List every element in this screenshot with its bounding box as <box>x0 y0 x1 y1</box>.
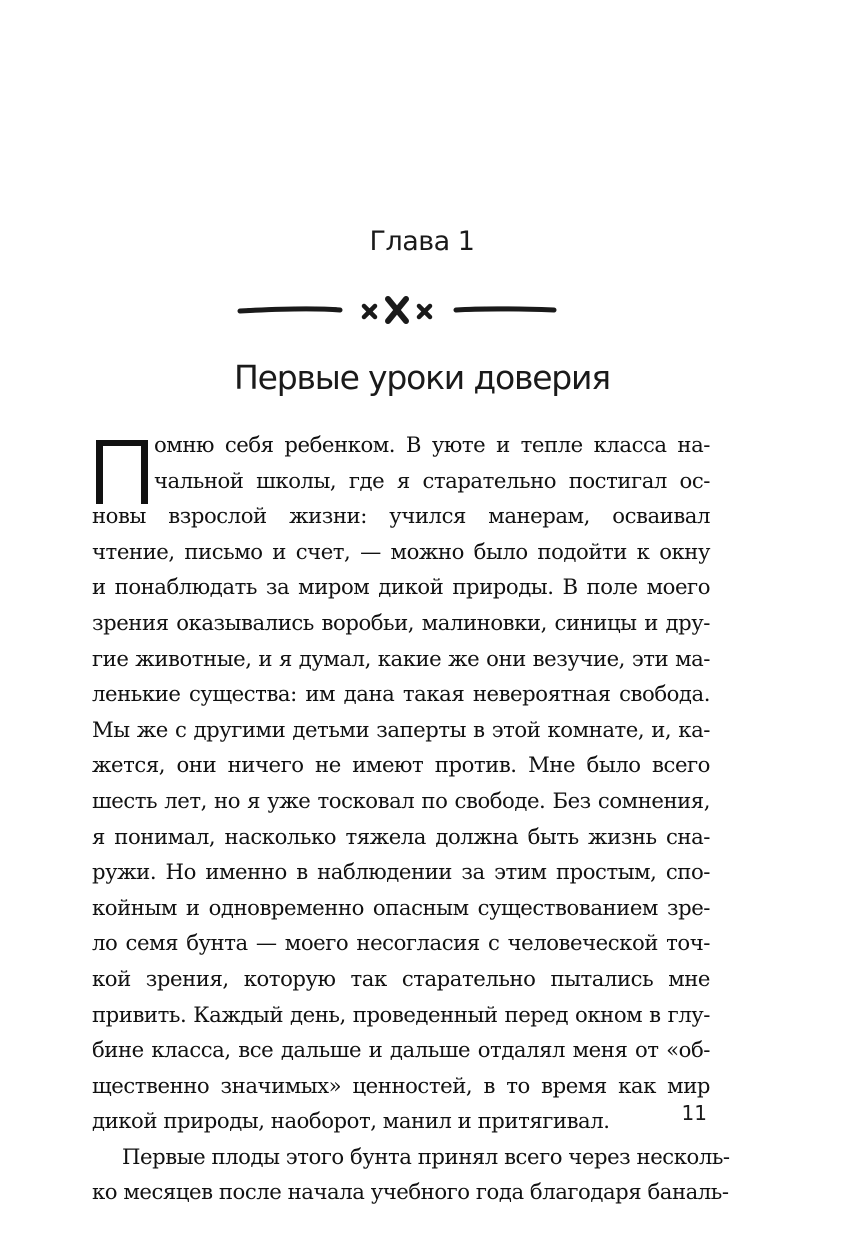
ornament-large-cross <box>388 299 406 321</box>
text-line: чтение, письмо и счет, — можно было подойти к окну <box>92 538 710 564</box>
text-line: жется, они ничего не имеют против. Мне было всего <box>92 752 710 778</box>
text-line: бине класса, все дальше и дальше отдалял меня от «об- <box>92 1037 710 1063</box>
text-line: я понимал, насколько тяжела должна быть жизнь сна- <box>92 823 710 849</box>
body-text <box>92 427 730 1210</box>
text-line: чальной школы, где я старательно постигал ос- <box>154 467 710 493</box>
text-line: новы взрослой жизни: учился манерам, осваивал <box>92 503 710 529</box>
text-line: зрения оказывались воробьи, малиновки, синицы и дру- <box>92 609 710 635</box>
text-line: гие животные, и я думал, какие же они везучие, эти ма- <box>92 645 710 671</box>
svg-text:П: П <box>92 438 93 439</box>
text-line: шесть лет, но я уже тосковал по свободе. Без сомнения, <box>92 787 710 813</box>
text-line: дикой природы, наоборот, манил и притягивал. <box>92 1108 610 1134</box>
text-line: койным и одновременно опасным существованием зре- <box>92 894 710 920</box>
text-line: ружи. Но именно в наблюдении за этим простым, спо- <box>92 859 710 885</box>
chapter-ornament <box>236 292 558 328</box>
text-line: омню себя ребенком. В уюте и тепле класса на- <box>154 432 710 457</box>
text-line: Мы же с другими детьми заперты в этой комнате, и, ка- <box>92 716 710 742</box>
ornament-small-cross-left <box>364 306 375 317</box>
text-line: Первые плоды этого бунта принял всего через несколь- <box>122 1143 730 1169</box>
chapter-title: Первые уроки доверия <box>234 358 610 397</box>
text-line: ко месяцев после начала учебного года благодаря баналь- <box>92 1179 729 1205</box>
text-line: привить. Каждый день, проведенный перед окном в глу- <box>92 1001 710 1027</box>
text-line: ло семя бунта — моего несогласия с человеческой точ- <box>92 930 710 956</box>
ornament-small-cross-right <box>419 306 430 317</box>
text-line: и понаблюдать за миром дикой природы. В поле моего <box>92 574 710 600</box>
text-line: кой зрения, которую так старательно пытались мне <box>92 965 710 991</box>
page-number: 11 <box>681 1101 707 1125</box>
text-line: ленькие существа: им дана такая невероятная свобода. <box>92 681 710 707</box>
chapter-label: Глава 1 <box>369 226 475 257</box>
text-line: щественно значимых» ценностей, в то время как мир <box>92 1072 710 1098</box>
